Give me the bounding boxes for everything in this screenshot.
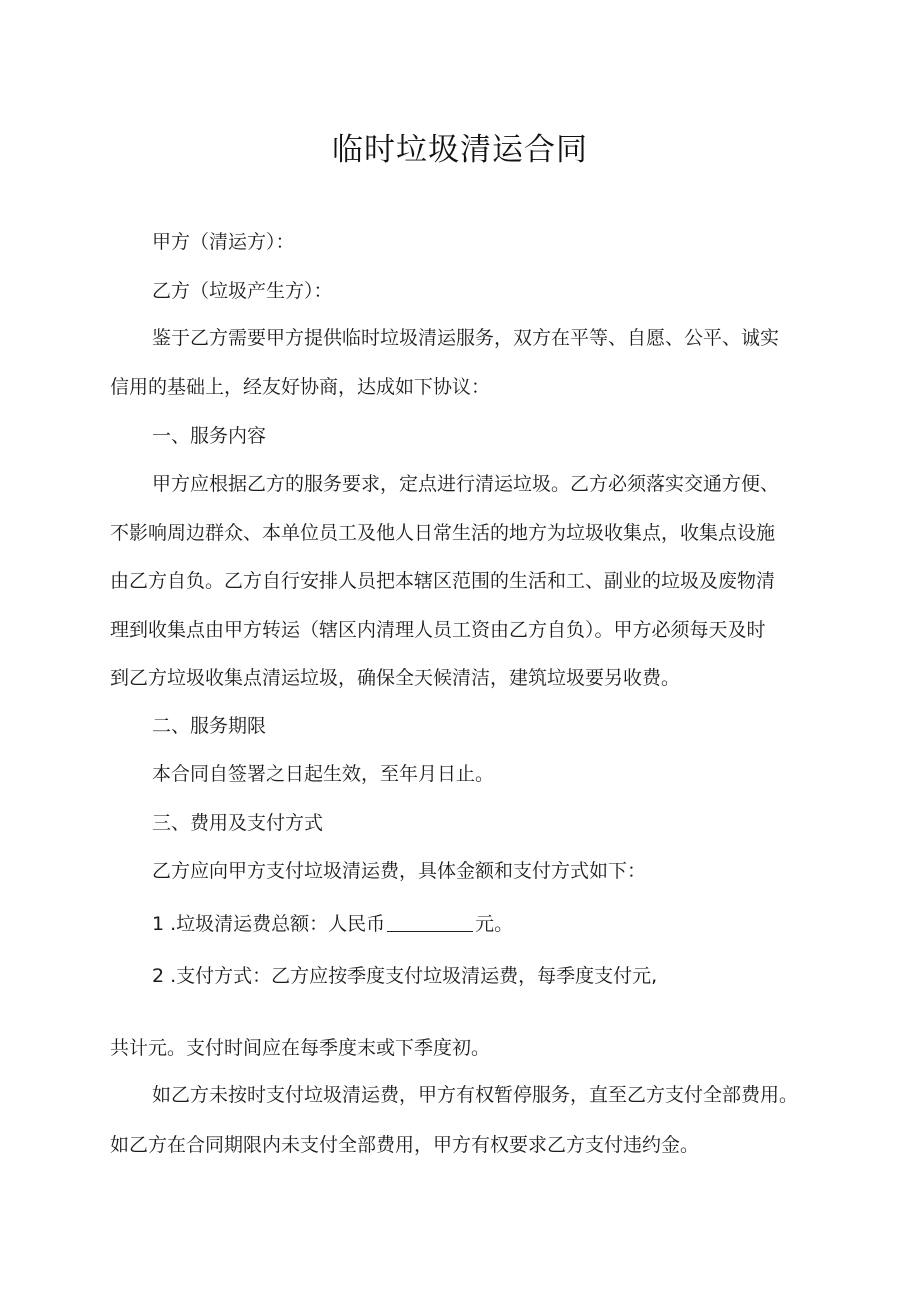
intro-line-1: 鉴于乙方需要甲方提供临时垃圾清运服务，双方在平等、自愿、公平、诚实 [152, 327, 780, 349]
late-payment-line-1: 如乙方未按时支付垃圾清运费，甲方有权暂停服务，直至乙方支付全部费用。 [152, 1084, 799, 1106]
party-b-line: 乙方（垃圾产生方）： [152, 280, 333, 302]
section1-line-1: 甲方应根据乙方的服务要求，定点进行清运垃圾。乙方必须落实交通方便、 [152, 473, 780, 495]
section2-heading: 二、服务期限 [152, 715, 267, 737]
section3-line: 乙方应向甲方支付垃圾清运费，具体金额和支付方式如下： [152, 860, 647, 882]
section2-line: 本合同自签署之日起生效，至年月日止。 [152, 763, 495, 785]
section1-line-2: 不影响周边群众、本单位员工及他人日常生活的地方为垃圾收集点，收集点设施 [110, 522, 776, 544]
section3-heading: 三、费用及支付方式 [152, 812, 324, 834]
section1-line-4: 理到收集点由甲方转运（辖区内清理人员工资由乙方自负）。甲方必须每天及时 [110, 619, 766, 641]
section1-line-3: 由乙方自负。乙方自行安排人员把本辖区范围的生活和工、副业的垃圾及废物清 [110, 570, 776, 592]
fee-total-label: 1 .垃圾清运费总额：人民币 [152, 913, 386, 935]
payment-method-item: 2 .支付方式：乙方应按季度支付垃圾清运费，每季度支付元, [152, 965, 658, 987]
section1-line-5: 到乙方垃圾收集点清运垃圾，确保全天候清洁，建筑垃圾要另收费。 [110, 667, 681, 689]
party-a-line: 甲方（清运方）： [152, 231, 295, 253]
late-payment-line-2: 如乙方在合同期限内未支付全部费用，甲方有权要求乙方支付违约金。 [110, 1134, 700, 1156]
document-title: 临时垃圾清运合同 [332, 132, 588, 168]
intro-line-2: 信用的基础上，经友好协商，达成如下协议： [110, 376, 491, 398]
payment-method-cont: 共计元。支付时间应在每季度末或下季度初。 [110, 1037, 491, 1059]
fee-amount-blank [387, 913, 473, 932]
fee-total-item [152, 912, 812, 936]
section1-heading: 一、服务内容 [152, 425, 267, 447]
fee-total-unit: 元。 [475, 913, 514, 935]
